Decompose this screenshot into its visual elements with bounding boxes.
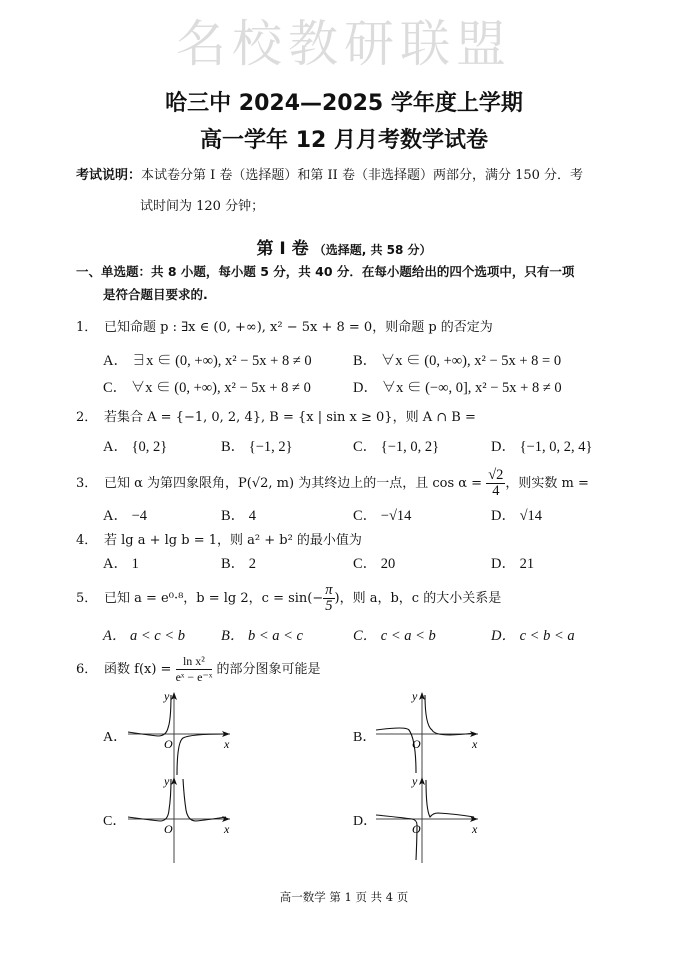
y-axis-label: y <box>412 690 418 703</box>
option-1c: C． ∀x ∈ (0, +∞), x² − 5x + 8 ≠ 0 <box>103 380 311 396</box>
graph-option-d <box>376 775 486 863</box>
exam-subtitle: 高一学年 12 月月考数学试卷 <box>200 128 488 153</box>
exam-title: 哈三中 2024—2025 学年度上学期 <box>165 91 523 116</box>
option-5b: B． b < a < c <box>221 628 303 644</box>
origin-label: O <box>164 822 173 836</box>
watermark: 名校教研联盟 <box>176 15 512 73</box>
origin-label: O <box>412 822 421 836</box>
function-curve <box>426 780 474 817</box>
part-subtitle: （选择题, 共 58 分） <box>313 243 432 257</box>
x-axis-label: x <box>224 822 230 836</box>
x-axis-label: x <box>224 737 230 751</box>
option-4b: B． 2 <box>221 556 257 572</box>
graph-option-a <box>128 690 238 778</box>
question-number: 2． <box>76 410 98 425</box>
function-curve <box>376 815 417 860</box>
question-number: 1． <box>76 320 98 335</box>
fraction-numerator: √2 <box>488 467 504 483</box>
x-axis-label: x <box>472 737 478 751</box>
option-6b-label: B． <box>353 730 377 745</box>
question-stem: 已知 a = e⁰·⁸，b = lg 2，c = sin(− <box>104 591 324 606</box>
instructions-line1: 本试卷分第 I 卷（选择题）和第 II 卷（非选择题）两部分，满分 150 分．考 <box>141 168 584 183</box>
function-curve <box>425 695 474 735</box>
origin-label: O <box>412 737 421 751</box>
x-axis-label: x <box>472 822 478 836</box>
origin-label: O <box>164 737 173 751</box>
option-2a: A． {0, 2} <box>103 439 168 455</box>
fraction-numerator: π <box>325 582 333 598</box>
question-number: 5． <box>76 591 98 606</box>
question-3 <box>76 468 589 499</box>
function-curve <box>177 734 226 775</box>
question-number: 3． <box>76 476 98 491</box>
fraction <box>176 654 213 685</box>
y-axis-label: y <box>164 690 170 703</box>
question-number: 6． <box>76 662 98 677</box>
fraction-denominator: 5 <box>325 598 333 614</box>
option-2d: D． {−1, 0, 2, 4} <box>491 439 593 455</box>
option-3c: C． −√14 <box>353 508 412 524</box>
option-1b: B． ∀x ∈ (0, +∞), x² − 5x + 8 = 0 <box>353 353 562 369</box>
option-6a-label: A． <box>103 730 128 745</box>
option-1a: A． ∃x ∈ (0, +∞), x² − 5x + 8 ≠ 0 <box>103 353 312 369</box>
question-stem-end: ，则实数 m = <box>505 476 589 491</box>
graph-option-c <box>128 775 238 863</box>
part-heading <box>0 234 688 259</box>
question-2 <box>76 410 476 426</box>
y-axis-label: y <box>412 775 418 788</box>
question-6 <box>76 654 320 685</box>
option-4a: A． 1 <box>103 556 139 572</box>
question-4 <box>76 533 362 549</box>
question-stem: 若 lg a + lg b = 1，则 a² + b² 的最小值为 <box>104 533 362 548</box>
fraction <box>486 468 505 499</box>
fraction-numerator: ln x² <box>176 654 213 670</box>
option-5a: A． a < c < b <box>103 628 185 644</box>
function-curve <box>183 779 226 821</box>
function-curve <box>376 728 416 773</box>
option-2c: C． {−1, 0, 2} <box>353 439 440 455</box>
question-stem: 函数 f(x) = <box>104 662 172 677</box>
fraction <box>323 583 334 614</box>
section-instruction-2: 是符合题目要求的. <box>103 287 208 302</box>
fraction-denominator: 4 <box>492 483 500 499</box>
instructions <box>76 168 583 184</box>
part-title: 第 I 卷 <box>256 239 309 259</box>
section-instruction-1: 一、单选题：共 8 小题，每小题 5 分，共 40 分．在每小题给出的四个选项中，只有一项 <box>76 264 575 279</box>
graph-option-b <box>376 690 486 778</box>
y-axis-label: y <box>164 775 170 788</box>
question-stem: 已知命题 p : ∃x ∈ (0, +∞), x² − 5x + 8 = 0，则命题 p 的否定为 <box>104 320 493 335</box>
option-4c: C． 20 <box>353 556 396 572</box>
question-number: 4． <box>76 533 98 548</box>
option-3d: D． √14 <box>491 508 543 524</box>
option-6d-label: D． <box>353 814 378 829</box>
question-1 <box>76 320 493 336</box>
option-5d: D． c < b < a <box>491 628 575 644</box>
option-1d: D． ∀x ∈ (−∞, 0], x² − 5x + 8 ≠ 0 <box>353 380 562 396</box>
instructions-label: 考试说明： <box>76 168 142 183</box>
option-4d: D． 21 <box>491 556 535 572</box>
question-stem: 若集合 A = {−1, 0, 2, 4}, B = {x | sin x ≥ 0}，则 A ∩ B = <box>104 410 476 425</box>
page-footer: 高一数学 第 1 页 共 4 页 <box>279 890 409 904</box>
option-5c: C． c < a < b <box>353 628 436 644</box>
option-2b: B． {−1, 2} <box>221 439 293 455</box>
question-stem-end: )，则 a，b，c 的大小关系是 <box>334 591 502 606</box>
option-3a: A． −4 <box>103 508 148 524</box>
question-stem: 已知 α 为第四象限角，P(√2, m) 为其终边上的一点，且 cos α = <box>104 476 483 491</box>
question-5 <box>76 583 501 614</box>
question-stem-end: 的部分图象可能是 <box>216 662 321 677</box>
option-3b: B． 4 <box>221 508 257 524</box>
fraction-denominator: eˣ − e⁻ˣ <box>175 670 213 684</box>
instructions-line2: 试时间为 120 分钟； <box>140 199 265 214</box>
option-6c-label: C． <box>103 814 127 829</box>
